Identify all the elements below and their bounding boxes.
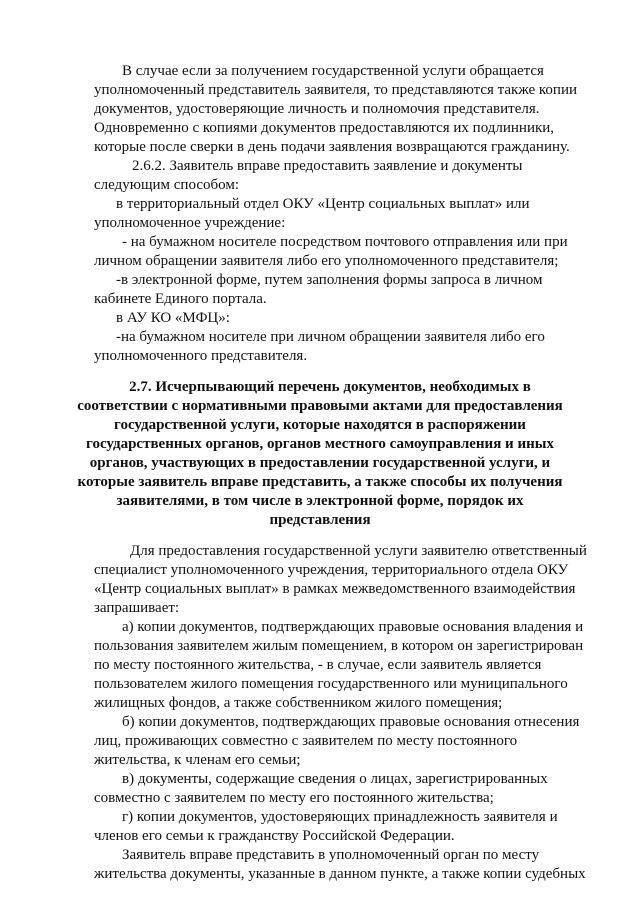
text-line: г) копии документов, удостоверяющих принадлежность заявителя и (122, 809, 558, 825)
text-line: жительства документы, указанные в данном пункте, а также копии судебных (94, 866, 586, 882)
text-line: документов, удостоверяющие личность и полномочия представителя. (94, 101, 540, 117)
section-heading-line: 2.7. Исчерпывающий перечень документов, необходимых в (129, 379, 531, 395)
text-line: лиц, проживающих совместно с заявителем по месту постоянного (94, 733, 518, 749)
section-heading-line: которые заявитель вправе представить, а также способы их получения (77, 474, 563, 490)
text-line: следующим способом: (94, 177, 239, 193)
text-line: жилищных фондов, а также собственником жилого помещения; (94, 695, 503, 711)
text-line: пользования заявителем жилым помещением, в котором он зарегистрирован (94, 638, 584, 654)
section-heading-line: представления (269, 512, 371, 528)
text-line: в территориальный отдел ОКУ «Центр социальных выплат» или (116, 196, 530, 212)
text-line: по месту постоянного жительства, - в случае, если заявитель является (94, 657, 542, 673)
text-line: запрашивает: (94, 600, 180, 616)
text-line: в) документы, содержащие сведения о лицах, зарегистрированных (122, 771, 548, 787)
text-line: уполномоченный представитель заявителя, то представляются также копии (94, 82, 578, 98)
text-line: личном обращении заявителя либо его уполномоченного представителя; (94, 253, 559, 269)
text-line: совместно с заявителем по месту его постоянного жительства; (94, 790, 494, 806)
text-line: Для предоставления государственной услуги заявителю ответственный (130, 543, 587, 559)
text-line: - на бумажном носителе посредством почтового отправления или при (122, 234, 568, 250)
section-heading-line: государственных органов, органов местного самоуправления и иных (86, 436, 554, 452)
text-line: пользователем жилого помещения государственного или муниципального (94, 676, 568, 692)
text-line: б) копии документов, подтверждающих правовые основания отнесения (122, 714, 580, 730)
text-line: «Центр социальных выплат» в рамках межведомственного взаимодействия (94, 581, 576, 597)
section-heading-line: заявителями, в том числе в электронной форме, порядок их (116, 493, 524, 509)
text-line: жительства, к членам его семьи; (94, 752, 301, 768)
text-line: членов его семьи к гражданству Российской Федерации. (94, 828, 455, 844)
text-line: уполномоченное учреждение: (94, 215, 286, 231)
text-line: в АУ КО «МФЦ»: (116, 310, 230, 326)
text-line: -на бумажном носителе при личном обращении заявителя либо его (116, 329, 545, 345)
section-heading-line: органов, участвующих в предоставлении государственной услуги, и (89, 455, 551, 471)
text-line: В случае если за получением государственной услуги обращается (122, 63, 544, 79)
text-line: уполномоченного представителя. (94, 348, 308, 364)
text-line: а) копии документов, подтверждающих правовые основания владения и (122, 619, 584, 635)
text-line: кабинете Единого портала. (94, 291, 267, 307)
text-line: Одновременно с копиями документов предоставляются их подлинники, (94, 120, 555, 136)
section-heading-line: соответствии с нормативными правовыми актами для предоставления (77, 398, 563, 414)
text-line: -в электронной форме, путем заполнения формы запроса в личном (116, 272, 543, 288)
text-line: Заявитель вправе представить в уполномоченный орган по месту (122, 847, 540, 863)
section-heading-line: государственной услуги, которые находятся в распоряжении (114, 417, 526, 433)
text-line: специалист уполномоченного учреждения, территориального отдела ОКУ (94, 562, 569, 578)
text-line: которые после сверки в день подачи заявления возвращаются гражданину. (94, 139, 570, 155)
text-line: 2.6.2. Заявитель вправе предоставить заявление и документы (132, 158, 523, 174)
